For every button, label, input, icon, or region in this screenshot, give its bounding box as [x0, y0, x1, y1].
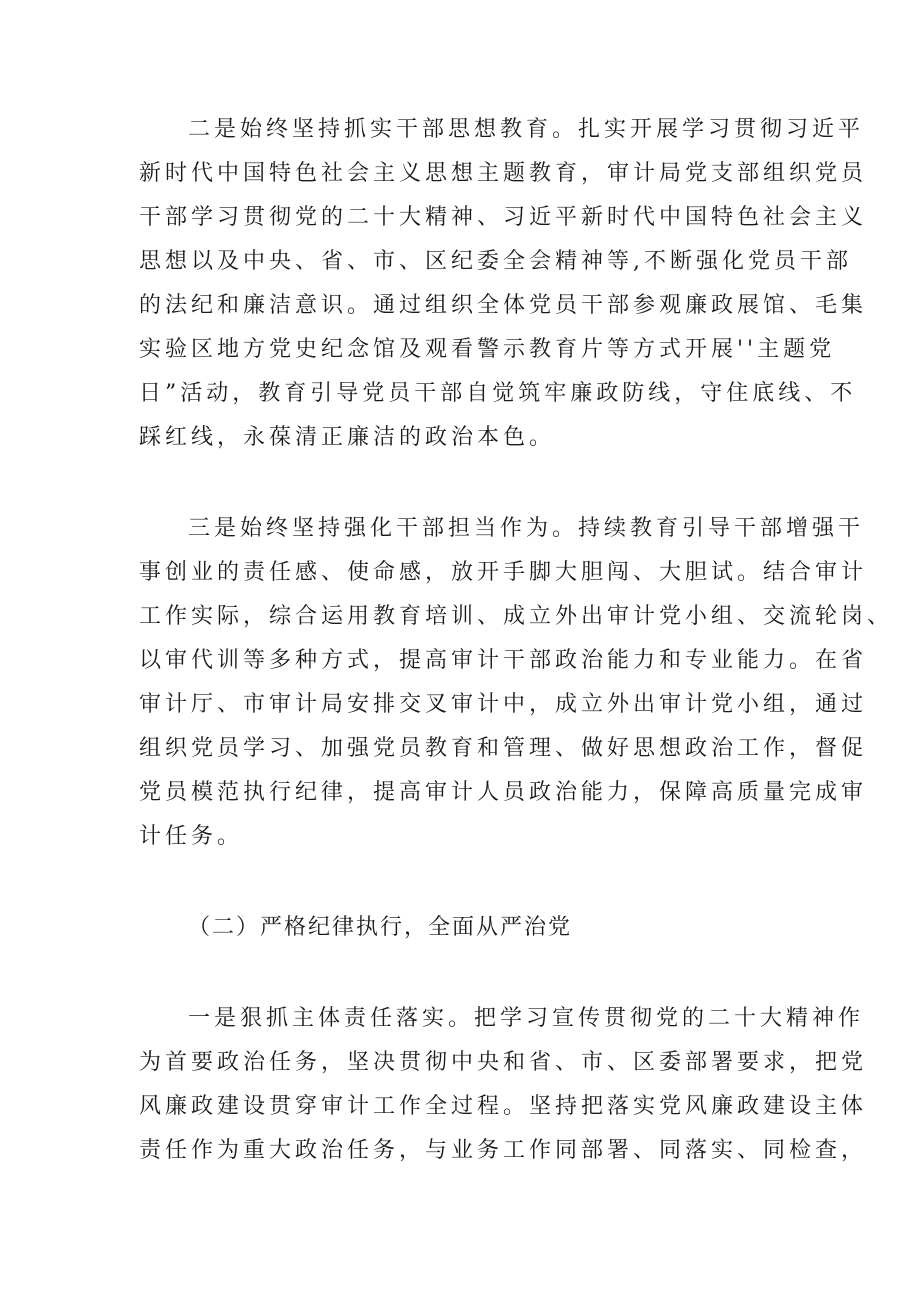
text-line: 为首要政治任务，坚决贯彻中央和省、市、区委部署要求，把党 [139, 1050, 868, 1075]
text-line: 的法纪和廉洁意识。通过组织全体党员干部参观廉政展馆、毛集 [139, 293, 868, 318]
section-heading: （二）严格纪律执行，全面从严治党 [188, 915, 573, 940]
text-line: 踩红线，永葆清正廉洁的政治本色。 [139, 425, 556, 450]
text-line: 审计厅、市审计局安排交叉审计中，成立外出审计党小组，通过 [139, 692, 868, 717]
text-line: 日”活动，教育引导党员干部自觉筑牢廉政防线，守住底线、不 [139, 381, 857, 406]
text-line: 新时代中国特色社会主义思想主题教育，审计局党支部组织党员 [139, 161, 868, 186]
text-line: 风廉政建设贯穿审计工作全过程。坚持把落实党风廉政建设主体 [139, 1094, 868, 1119]
text-line: 事创业的责任感、使命感，放开手脚大胆闯、大胆试。结合审计 [139, 560, 868, 585]
text-line: 干部学习贯彻党的二十大精神、习近平新时代中国特色社会主义 [139, 205, 868, 230]
text-line: 责任作为重大政治任务，与业务工作同部署、同落实、同检查， [139, 1138, 868, 1163]
text-line: 工作实际，综合运用教育培训、成立外出审计党小组、交流轮岗、 [139, 604, 894, 629]
text-line: 党员模范执行纪律，提高审计人员政治能力，保障高质量完成审 [139, 780, 868, 805]
text-line: 思想以及中央、省、市、区纪委全会精神等,不断强化党员干部 [139, 249, 852, 274]
text-line: 以审代训等多种方式，提高审计干部政治能力和专业能力。在省 [139, 648, 868, 673]
text-line: 组织党员学习、加强党员教育和管理、做好思想政治工作，督促 [139, 736, 868, 761]
text-line: 实验区地方党史纪念馆及观看警示教育片等方式开展''主题党 [139, 337, 836, 362]
text-line: 二是始终坚持抓实干部思想教育。扎实开展学习贯彻习近平 [188, 117, 865, 142]
text-line: 三是始终坚持强化干部担当作为。持续教育引导干部增强干 [188, 516, 865, 541]
text-line: 计任务。 [139, 824, 244, 849]
text-line: 一是狠抓主体责任落实。把学习宣传贯彻党的二十大精神作 [188, 1006, 865, 1031]
